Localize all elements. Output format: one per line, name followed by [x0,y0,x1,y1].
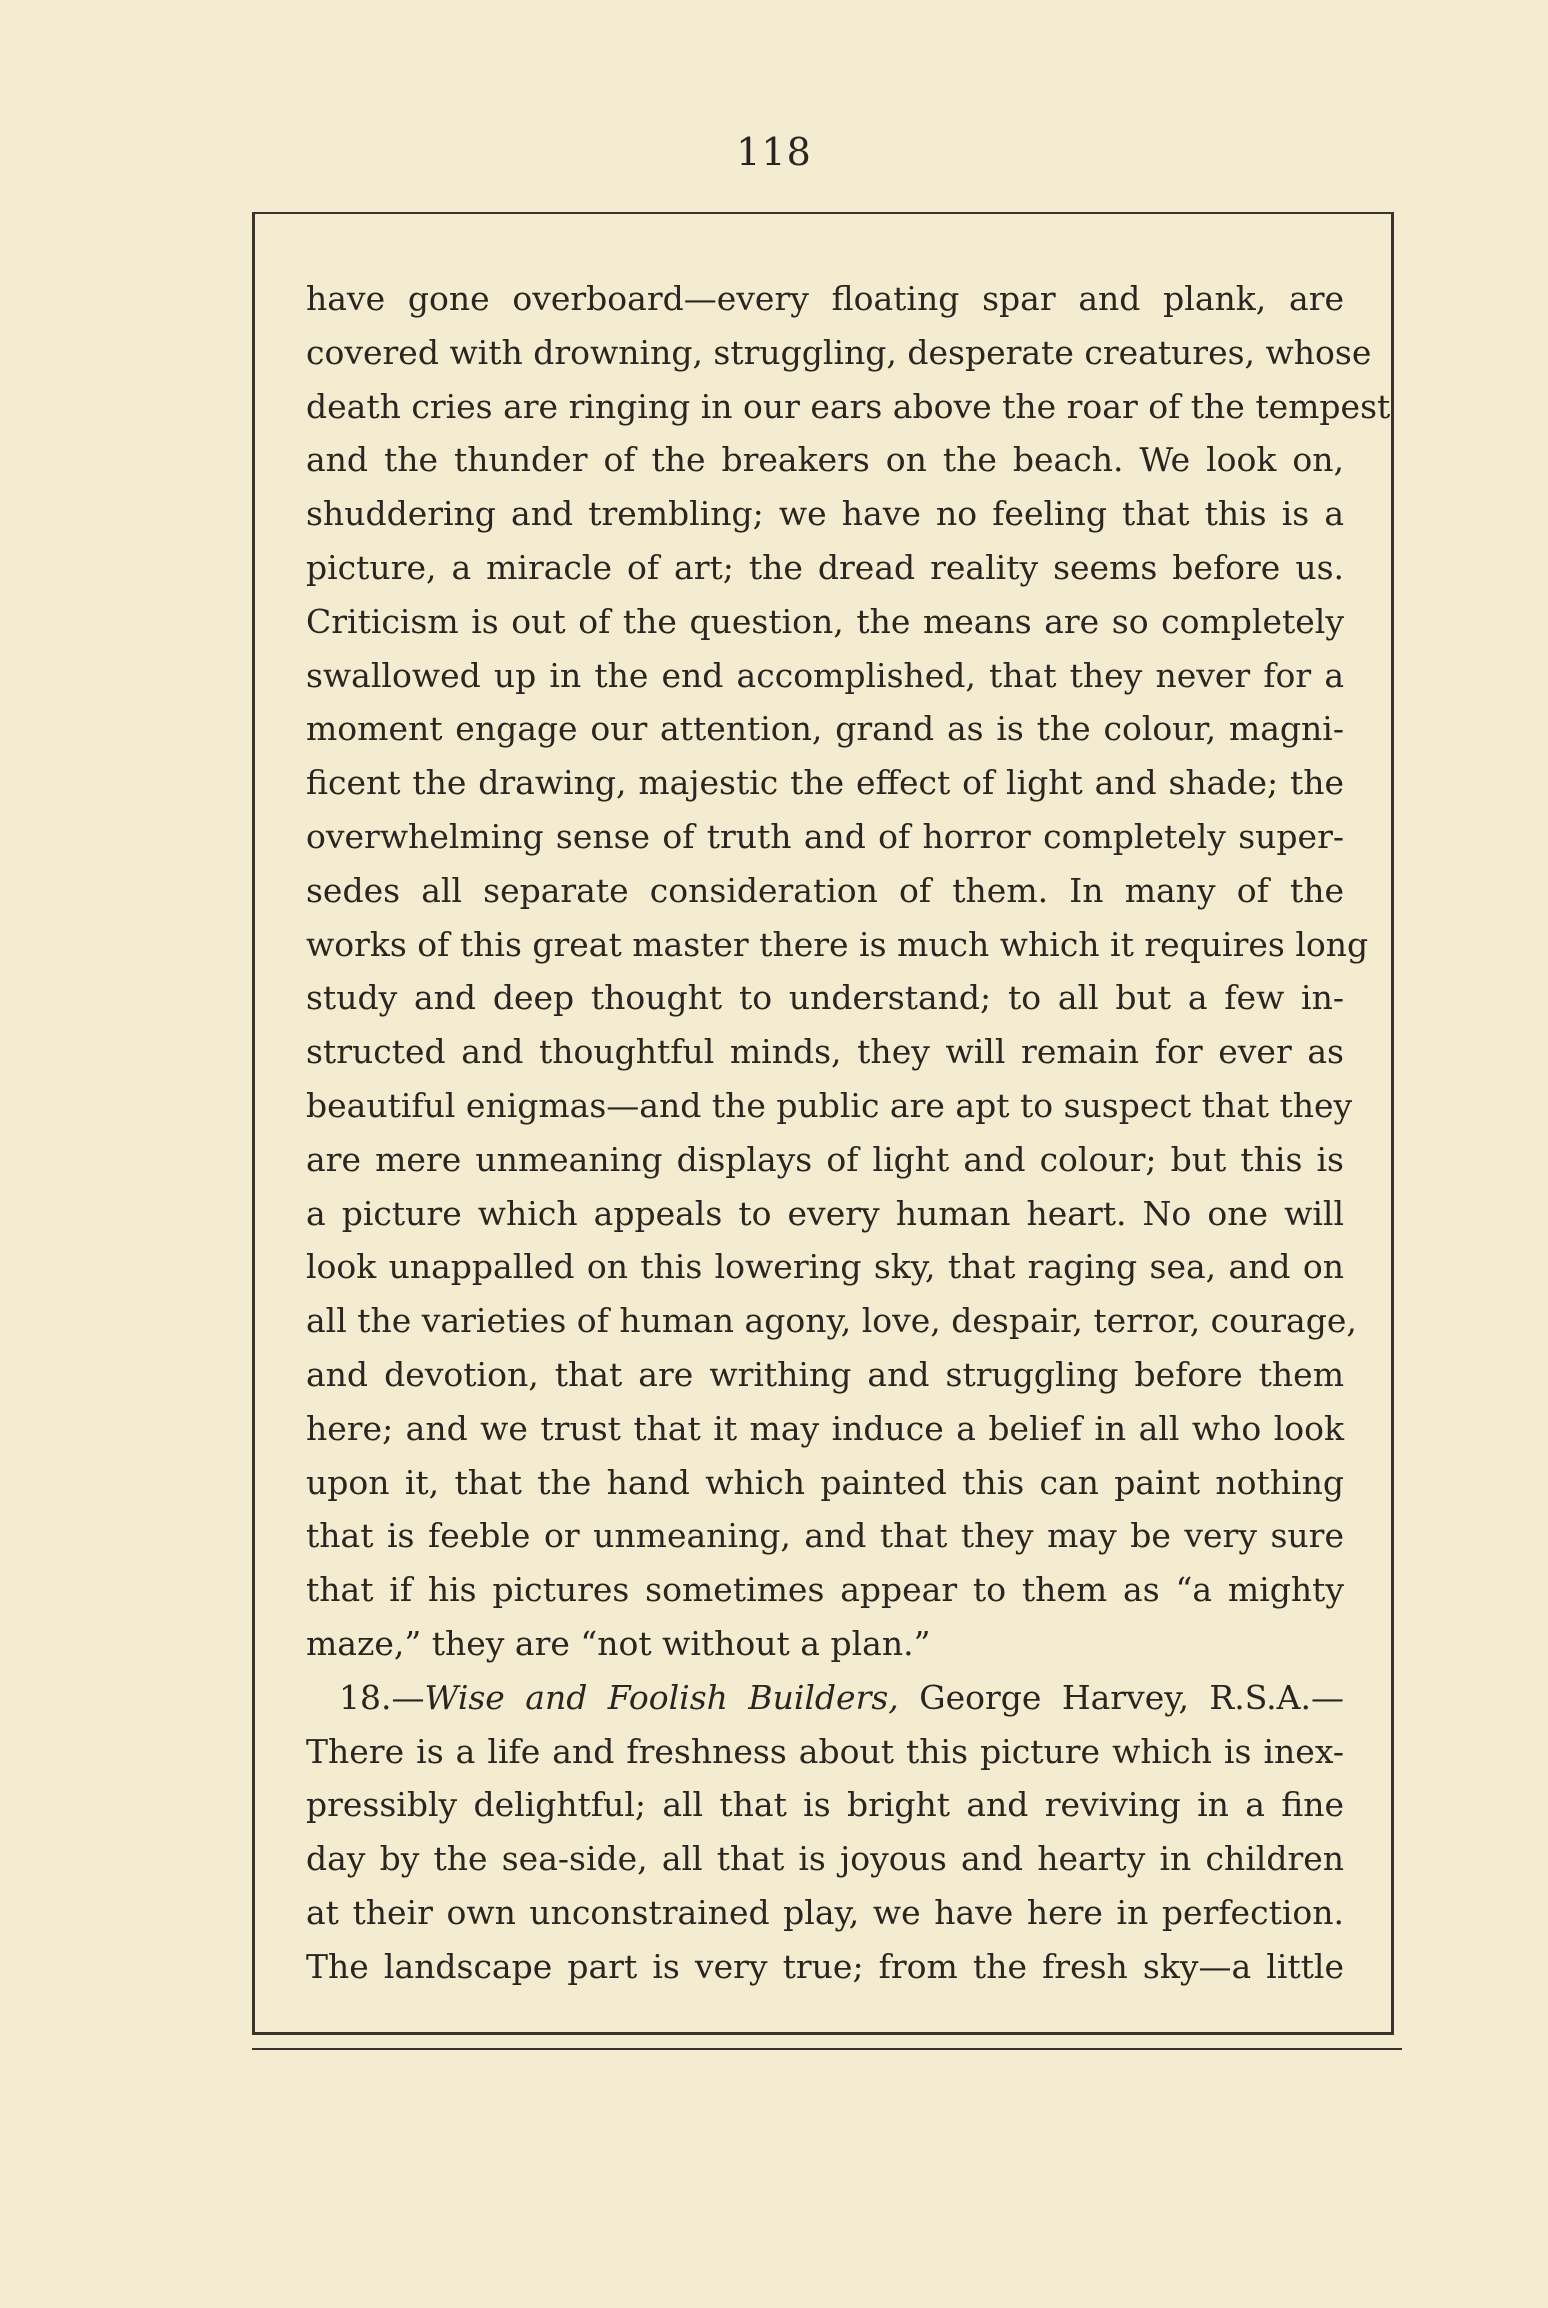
text-line: overwhelming sense of truth and of horror completely super- [306,816,1344,856]
text-line: sedes all separate consideration of them. In many of the [306,870,1344,910]
text-line: upon it, that the hand which painted this can paint nothing [306,1462,1344,1502]
text-line: study and deep thought to understand; to all but a few in- [306,978,1344,1018]
text-line: moment engage our attention, grand as is the colour, magni- [306,709,1344,749]
page-number: 118 [736,130,812,174]
text-line: death cries are ringing in our ears above the roar of the tempest [306,386,1391,426]
text-line: picture, a miracle of art; the dread reality seems before us. [306,547,1344,587]
text-line: The landscape part is very true; from the fresh sky—a little [306,1946,1344,1986]
text-line: beautiful enigmas—and the public are apt to suspect that they [306,1085,1353,1125]
text-line: structed and thoughtful minds, they will remain for ever as [306,1032,1344,1072]
text-line: shuddering and trembling; we have no feeling that this is a [306,494,1344,534]
text-line: at their own unconstrained play, we have here in perfection. [306,1892,1344,1932]
text-line: day by the sea-side, all that is joyous and hearty in children [306,1839,1344,1879]
entry-artist: George Harvey, R.S.A.— [898,1677,1344,1717]
text-line: all the varieties of human agony, love, despair, terror, courage, [306,1301,1357,1341]
text-line: covered with drowning, struggling, desperate creatures, whose [306,332,1372,372]
text-line: that if his pictures sometimes appear to them as “a mighty [306,1570,1344,1610]
text-line: pressibly delightful; all that is bright and reviving in a fine [306,1785,1344,1825]
text-line: that is feeble or unmeaning, and that they may be very sure [306,1516,1344,1556]
entry-heading [306,1671,1344,1725]
entry-number: 18.— [339,1677,425,1717]
text-line: and the thunder of the breakers on the beach. We look on, [306,440,1344,480]
bottom-rule [252,2048,1402,2050]
entry-title: Wise and Foolish Builders, [424,1677,899,1717]
text-line: a picture which appeals to every human heart. No one will [306,1193,1344,1233]
text-line: maze,” they are “not without a plan.” [306,1623,931,1663]
text-line: look unappalled on this lowering sky, that raging sea, and on [306,1247,1344,1287]
text-line: have gone overboard—every floating spar and plank, are [306,279,1344,318]
text-line: swallowed up in the end accomplished, that they never for a [306,655,1344,695]
text-line: works of this great master there is much which it requires long [306,924,1369,964]
text-line: There is a life and freshness about this picture which is inex- [306,1731,1344,1771]
text-line: are mere unmeaning displays of light and colour; but this is [306,1139,1344,1179]
text-line: and devotion, that are writhing and struggling before them [306,1354,1344,1394]
body-text [306,272,1391,1994]
text-line: Criticism is out of the question, the means are so completely [306,601,1344,641]
text-line: here; and we trust that it may induce a belief in all who look [306,1408,1344,1448]
text-line: ficent the drawing, majestic the effect of light and shade; the [306,763,1344,803]
